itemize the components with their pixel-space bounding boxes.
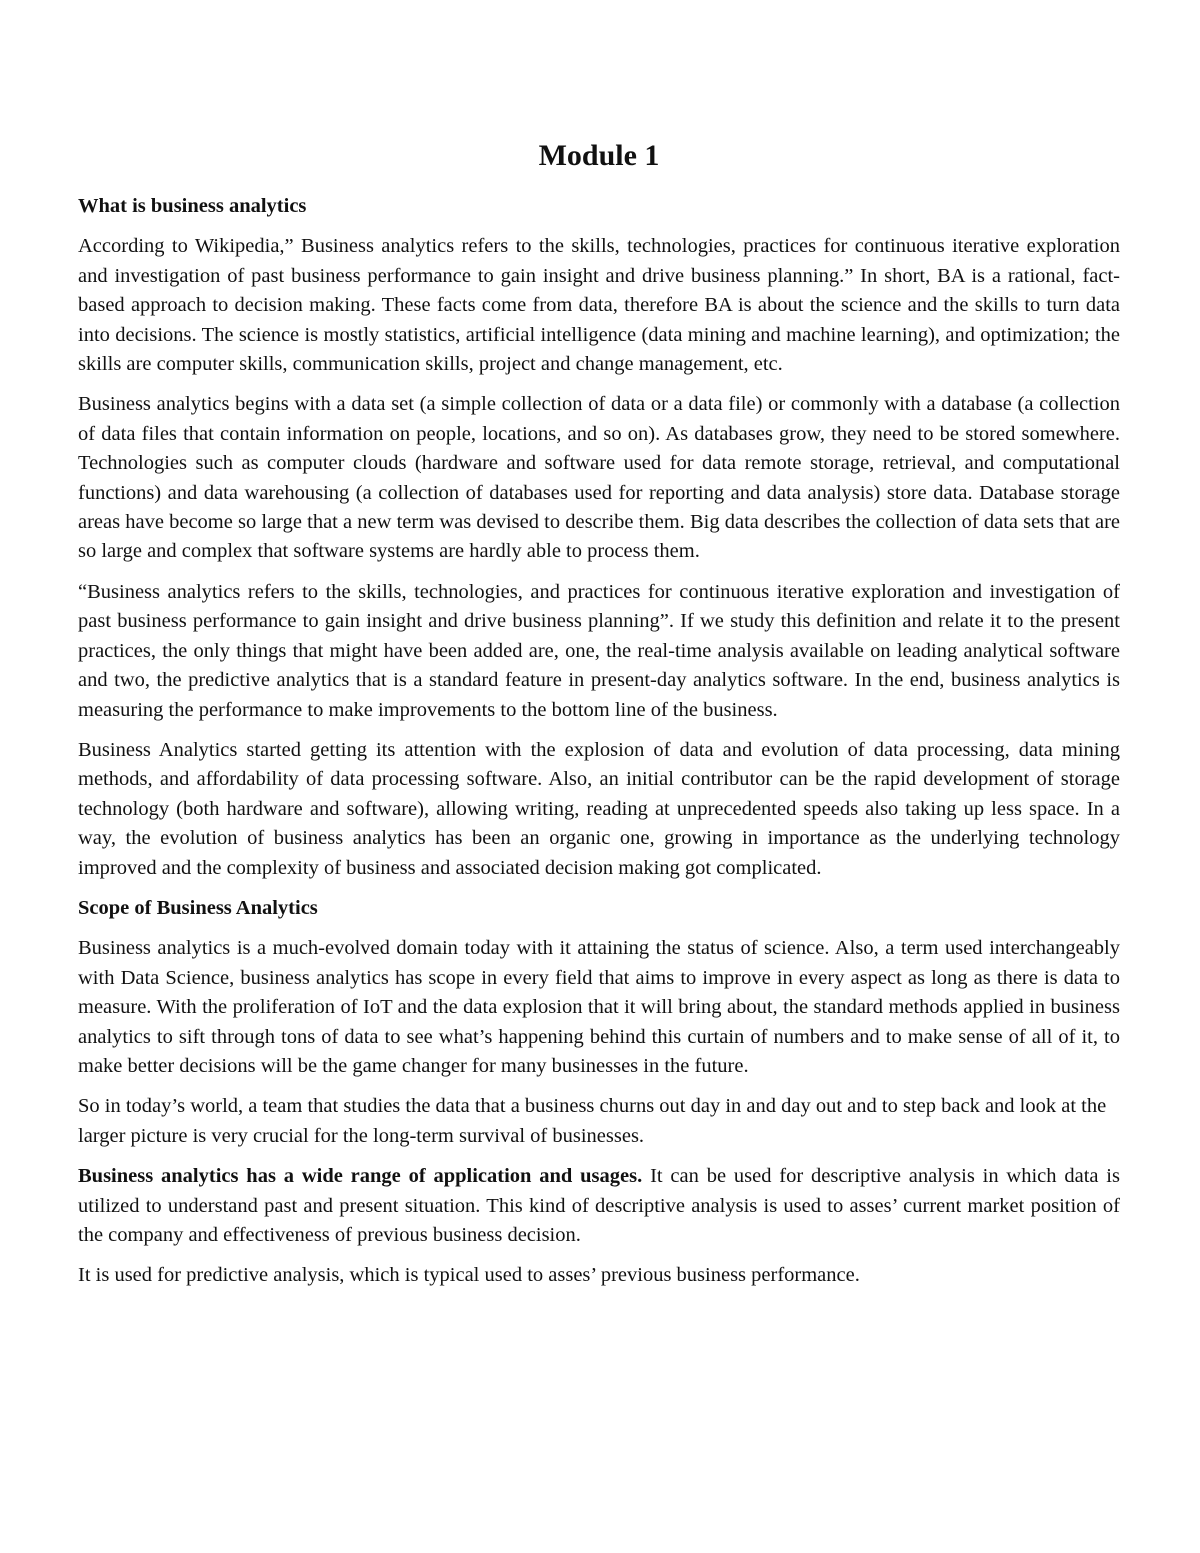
section-heading-scope: Scope of Business Analytics [78, 896, 318, 919]
paragraph-todays-world: So in today’s world, a team that studies the data that a business churns out day in and day out and to step back and look at the larger picture is very crucial for the long-term survival of businesses. [78, 1095, 1107, 1147]
paragraph-wikipedia-definition: According to Wikipedia,” Business analytics refers to the skills, technologies, practices for continuous iterative exploration and investigation of past business performance to gain insight and drive business planning.” In short, BA is a rational, fact-based approach to decision making. These facts come from data, therefore BA is about the science and the skills to turn data into decisions. The science is mostly statistics, artificial intelligence (data mining and machine learning), and optimization; the skills are computer skills, communication skills, project and change management, etc. [78, 235, 1120, 376]
document-page [78, 136, 1120, 1302]
paragraph-predictive: It is used for predictive analysis, which is typical used to asses’ previous business performance. [78, 1264, 860, 1287]
section-heading-what-is-ba: What is business analytics [78, 195, 307, 217]
applications-rest: It can be used for descriptive analysis in which data is utilized to understand past and present situation. This kind of descriptive analysis is used to asses’ current market position of the company and effectiveness of previous business decision. [78, 1165, 1120, 1246]
paragraph-scope: Business analytics is a much-evolved domain today with it attaining the status of science. Also, a term used interchangeably with Data Science, business analytics has scope in every field that aims to improve in every aspect as long as there is data to measure. With the proliferation of IoT and the data explosion that it will bring about, the standard methods applied in business analytics to sift through tons of data to see what’s happening behind this curtain of numbers and to make sense of all of it, to make better decisions will be the game changer for many businesses in the future. [78, 937, 1120, 1077]
paragraph-data-sets: Business analytics begins with a data set (a simple collection of data or a data file) or commonly with a database (a collection of data files that contain information on people, locations, and so on). As databases grow, they need to be stored somewhere. Technologies such as computer clouds (hardware and software used for data remote storage, retrieval, and computational functions) and data warehousing (a collection of databases used for reporting and data analysis) store data. Database storage areas have become so large that a new term was devised to describe them. Big data describes the collection of data sets that are so large and complex that software systems are hardly able to process them. [78, 393, 1120, 563]
paragraph-applications [78, 1162, 1120, 1250]
paragraph-definition-quote: “Business analytics refers to the skills, technologies, and practices for continuous iterative exploration and investigation of past business performance to gain insight and drive business planning”. If we study this definition and relate it to the present practices, the only things that might have been added are, one, the real-time analysis available on leading analytical software and two, the predictive analytics that is a standard feature in present-day analytics software. In the end, business analytics is measuring the performance to make improvements to the bottom line of the business. [78, 580, 1120, 721]
page-title: Module 1 [538, 139, 660, 172]
paragraph-evolution: Business Analytics started getting its attention with the explosion of data and evolution of data processing, data mining methods, and affordability of data processing software. Also, an initial contributor can be the rapid development of storage technology (both hardware and software), allowing writing, reading at unprecedented speeds also taking up less space. In a way, the evolution of business analytics has been an organic one, growing in importance as the underlying technology improved and the complexity of business and associated decision making got complicated. [78, 738, 1120, 879]
applications-lead-bold: Business analytics has a wide range of application and usages. [78, 1165, 643, 1188]
